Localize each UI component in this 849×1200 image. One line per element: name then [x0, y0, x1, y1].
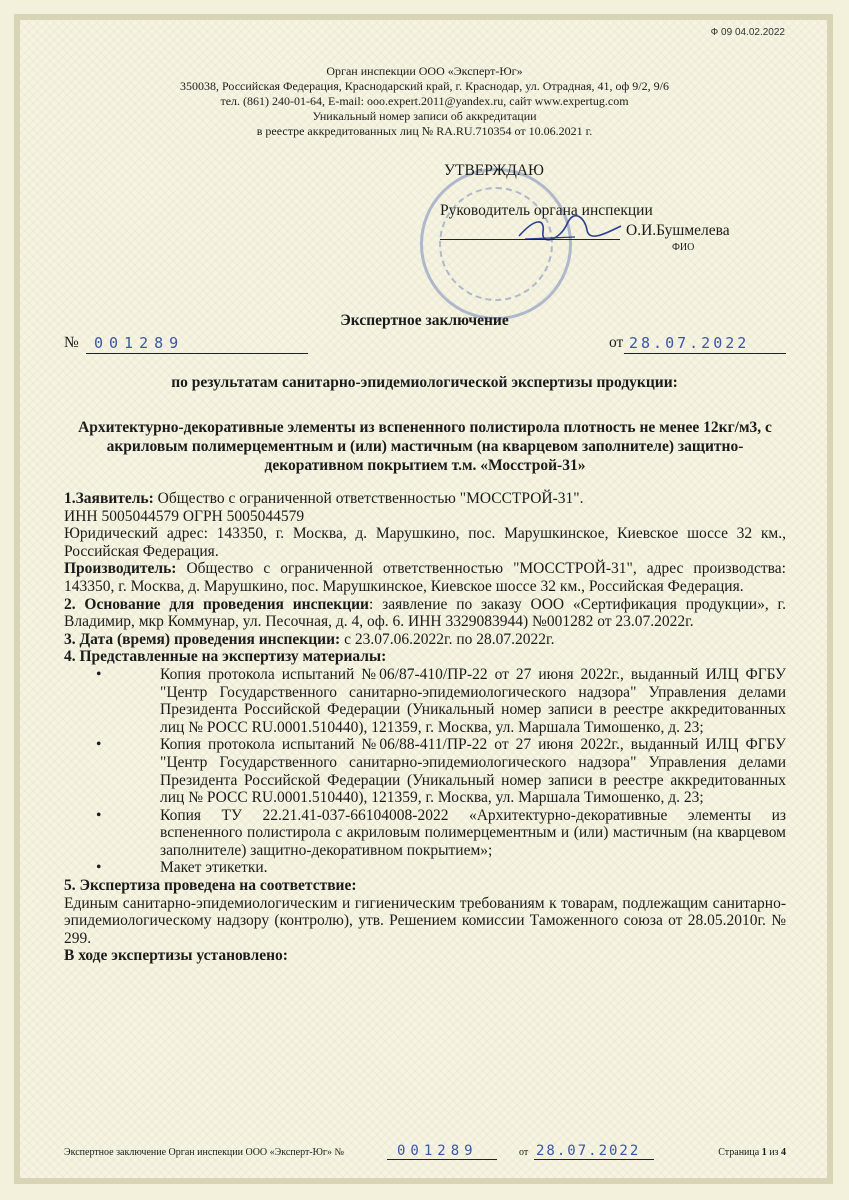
- section-text: Общество с ограниченной ответственностью "МОССТРОЙ-31".: [153, 490, 584, 507]
- document-date: 28.07.2022: [629, 334, 750, 352]
- document-body: [64, 490, 786, 965]
- document-number: 001289: [94, 334, 185, 352]
- section-label: Производитель:: [64, 560, 177, 578]
- list-item: • Копия ТУ 22.21.41-037-66104008-2022 «Архитектурно-декоративные элементы из вспененного полистирола с акриловым полимерцементным и (или) мастичным (на кварцевом заполнителе) защитно-декоративном покрытием»;: [160, 807, 786, 860]
- section-materials: [64, 648, 786, 666]
- footer-date: 28.07.2022: [536, 1143, 641, 1159]
- section-dates: [64, 631, 786, 649]
- form-code: Ф 09 04.02.2022: [710, 27, 785, 38]
- applicant-inn: ИНН 5005044579 ОГРН 5005044579: [64, 507, 305, 525]
- page-sep: из: [769, 1147, 779, 1158]
- list-item: • Копия протокола испытаний №06/88-411/ПР-22 от 27 июня 2022г., выданный ИЛЦ ФГБУ "Центр Государственного санитарно-эпидемиологического надзора" Управления делами Президента Российской Федерации (Уникальный номер записи в реестре аккредитованных лиц № РОСС RU.0001.510440), 121359, г. Москва, ул. Маршала Тимошенко, д. 23;: [160, 736, 786, 806]
- document-number-row: [64, 332, 786, 354]
- list-item: • Макет этикетки.: [160, 859, 786, 877]
- approval-role: Руководитель органа инспекции: [440, 202, 653, 219]
- header-line: Орган инспекции ООО «Эксперт-Юг»: [326, 64, 523, 78]
- page-current: 1: [761, 1147, 767, 1158]
- header-line: в реестре аккредитованных лиц № RA.RU.710354 от 10.06.2021 г.: [256, 124, 593, 138]
- section-label: В ходе экспертизы установлено:: [64, 947, 288, 965]
- section-label: 2. Основание для проведения инспекции: [64, 595, 369, 613]
- list-item: • Копия протокола испытаний №06/87-410/ПР-22 от 27 июня 2022г., выданный ИЛЦ ФГБУ "Центр Государственного санитарно-эпидемиологического надзора" Управления делами Президента Российской Федерации (Уникальный номер записи в реестре аккредитованных лиц № РОСС RU.0001.510440), 121359, г. Москва, ул. Маршала Тимошенко, д. 23;: [160, 666, 786, 736]
- page-footer: [64, 1140, 786, 1160]
- date-underline: [624, 353, 786, 354]
- approver-name: О.И.Бушмелева: [626, 222, 730, 239]
- footer-number-underline: [387, 1159, 497, 1160]
- materials-list: [64, 666, 786, 877]
- section-basis: [64, 596, 786, 631]
- footer-date-label: от: [519, 1147, 529, 1158]
- section-applicant: [64, 490, 786, 508]
- section-producer: [64, 560, 786, 595]
- number-underline: [86, 353, 308, 354]
- header-line: 350038, Российская Федерация, Краснодарский край, г. Краснодар, ул. Отрадная, 41, оф 9/2, 9/6: [180, 79, 669, 93]
- footer-date-underline: [534, 1159, 654, 1160]
- document-subtitle: по результатам санитарно-эпидемиологической экспертизы продукции:: [171, 374, 678, 391]
- product-name: Архитектурно-декоративные элементы из вспененного полистирола плотность не менее 12кг/м3, с акриловым полимерцементным и (или) мастичным (на кварцевом заполнителе) защитно-декоративном покрытием т.м. «Мосстрой-31»: [78, 419, 772, 474]
- section-label: 4. Представленные на экспертизу материалы:: [64, 648, 387, 666]
- header-line: Уникальный номер записи об аккредитации: [312, 109, 537, 123]
- fio-label: ФИО: [672, 242, 695, 253]
- page-prefix: Страница: [718, 1147, 760, 1158]
- header-line: тел. (861) 240-01-64, E-mail: ooo.expert.2011@yandex.ru, сайт www.expertug.com: [220, 94, 629, 108]
- section-text: Общество с ограниченной ответственностью "МОССТРОЙ-31", адрес производства: 143350, г. Москва, д. Марушкино, пос. Марушкинское, Киевское шоссе 32 км., Российская Федерация.: [64, 560, 786, 595]
- organization-header: [60, 64, 789, 139]
- section-text: : заявление по заказу ООО «Сертификация продукции», г. Владимир, мкр Коммунар, ул. Песочная, д. 4, оф. 6. ИНН 3329083944) №001282 от 23.07.2022г.: [64, 595, 786, 631]
- section-label: 3. Дата (время) проведения инспекции:: [64, 630, 341, 648]
- signature-line: [440, 227, 620, 240]
- section-label: 5. Экспертиза проведена на соответствие:: [64, 877, 357, 895]
- signature-row: [440, 222, 730, 240]
- conformity-text: Единым санитарно-эпидемиологическим и гигиеническим требованиям к товарам, подлежащим санитарно-эпидемиологическому надзору (контролю), утв. Решением комиссии Таможенного союза от 28.05.2010г. № 299.: [64, 894, 786, 947]
- footer-number: 001289: [397, 1143, 478, 1159]
- document-title: Экспертное заключение: [340, 312, 509, 329]
- section-conformity: [64, 877, 786, 895]
- approval-block: [440, 162, 730, 253]
- date-label: от: [609, 334, 624, 351]
- footer-label: Экспертное заключение Орган инспекции ООО «Эксперт-Юг» №: [64, 1147, 345, 1158]
- applicant-address: Юридический адрес: 143350, г. Москва, д. Марушкино, пос. Марушкинское, Киевское шоссе 32 км., Российская Федерация.: [64, 525, 786, 560]
- section-label: 1.Заявитель:: [64, 490, 154, 507]
- number-label: №: [64, 334, 79, 351]
- section-text: с 23.07.06.2022г. по 28.07.2022г.: [340, 630, 555, 648]
- section-findings: [64, 947, 786, 965]
- approval-title: УТВЕРЖДАЮ: [444, 162, 544, 179]
- page-indicator: [718, 1147, 786, 1158]
- page-total: 4: [781, 1147, 786, 1158]
